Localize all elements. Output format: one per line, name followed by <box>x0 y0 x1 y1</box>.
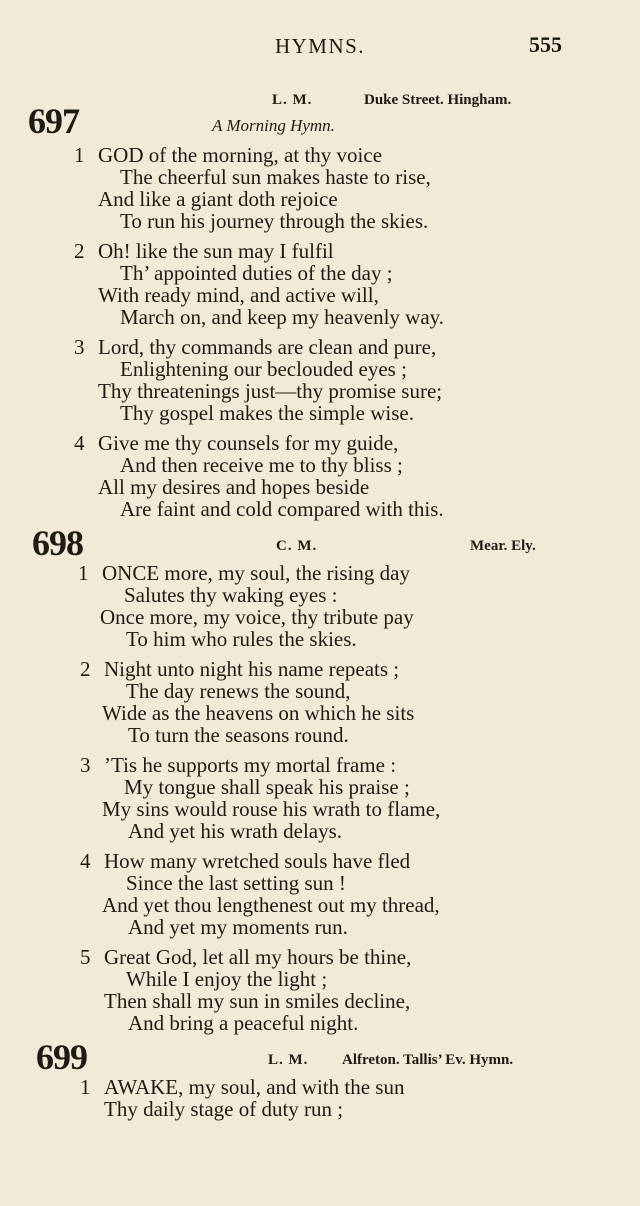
verse-line: With ready mind, and active will, <box>98 283 379 307</box>
verse-line: Thy gospel makes the simple wise. <box>120 401 414 425</box>
hymn-tunes: Duke Street. Hingham. <box>364 92 512 108</box>
hymn-meter: C. M. <box>276 538 318 554</box>
verse-line: While I enjoy the light ; <box>126 967 328 991</box>
verse-line: Th’ appointed duties of the day ; <box>120 261 393 285</box>
hymn-tunes: Alfreton. Tallis’ Ev. Hymn. <box>342 1052 514 1068</box>
verse-line: And yet thou lengthenest out my thread, <box>102 893 440 917</box>
verse-line: Night unto night his name repeats ; <box>104 657 400 681</box>
verse-line: Salutes thy waking eyes : <box>124 583 338 607</box>
verse-number: 2 <box>80 657 91 681</box>
verse-line: Once more, my voice, thy tribute pay <box>100 605 414 629</box>
verse-line: Great God, let all my hours be thine, <box>104 945 412 969</box>
verse-line: To turn the seasons round. <box>128 723 349 747</box>
verse-line: The day renews the sound, <box>126 679 351 703</box>
verse-number: 2 <box>74 239 85 263</box>
verse-line: Lord, thy commands are clean and pure, <box>98 335 437 359</box>
verse-line: Oh! like the sun may I fulfil <box>98 239 334 263</box>
verse-line: March on, and keep my heavenly way. <box>120 305 445 329</box>
verse-line: Then shall my sun in smiles decline, <box>104 989 411 1013</box>
verse-number: 3 <box>80 753 91 777</box>
verse-line: Enlightening our beclouded eyes ; <box>120 357 407 381</box>
verse-number: 5 <box>80 945 91 969</box>
verse-line: ’Tis he supports my mortal frame : <box>104 753 397 777</box>
verse-line: Are faint and cold compared with this. <box>120 497 444 521</box>
verse-line: To run his journey through the skies. <box>120 209 429 233</box>
verse-line: Give me thy counsels for my guide, <box>98 431 399 455</box>
verse-line: All my desires and hopes beside <box>98 475 370 499</box>
hymn-number: 699 <box>36 1037 87 1077</box>
verse-line: Wide as the heavens on which he sits <box>102 701 415 725</box>
verse-line: My tongue shall speak his praise ; <box>124 775 410 799</box>
hymn-number: 698 <box>32 523 83 563</box>
verse-line: How many wretched souls have fled <box>104 849 411 873</box>
verse-line: AWAKE, my soul, and with the sun <box>104 1075 405 1099</box>
running-head <box>0 30 640 64</box>
hymn-meter: L. M. <box>272 92 313 108</box>
verse-number: 4 <box>80 849 91 873</box>
verse-line: Thy daily stage of duty run ; <box>104 1097 344 1121</box>
verse-line: And like a giant doth rejoice <box>98 187 338 211</box>
running-title: HYMNS. <box>274 34 366 58</box>
verse-line: And then receive me to thy bliss ; <box>120 453 403 477</box>
verse-line: And yet his wrath delays. <box>128 819 343 843</box>
verse-line: My sins would rouse his wrath to flame, <box>102 797 441 821</box>
verse-number: 3 <box>74 335 85 359</box>
hymn-meter: L. M. <box>268 1052 309 1068</box>
page-number: 555 <box>529 32 562 57</box>
hymn-title: A Morning Hymn. <box>212 116 335 135</box>
verse-line: Thy threatenings just—thy promise sure; <box>98 379 443 403</box>
verse-line: Since the last setting sun ! <box>126 871 346 895</box>
verse-line: The cheerful sun makes haste to rise, <box>120 165 431 189</box>
verse-number: 1 <box>80 1075 91 1099</box>
verse-line: And bring a peaceful night. <box>128 1011 359 1035</box>
hymn-number: 697 <box>28 101 79 141</box>
hymn-tunes: Mear. Ely. <box>470 538 536 554</box>
verse-number: 1 <box>78 561 89 585</box>
verse-line: GOD of the morning, at thy voice <box>98 143 383 167</box>
verse-line: ONCE more, my soul, the rising day <box>102 561 410 585</box>
verse-number: 1 <box>74 143 85 167</box>
verse-number: 4 <box>74 431 85 455</box>
verse-line: And yet my moments run. <box>128 915 348 939</box>
verse-line: To him who rules the skies. <box>126 627 357 651</box>
